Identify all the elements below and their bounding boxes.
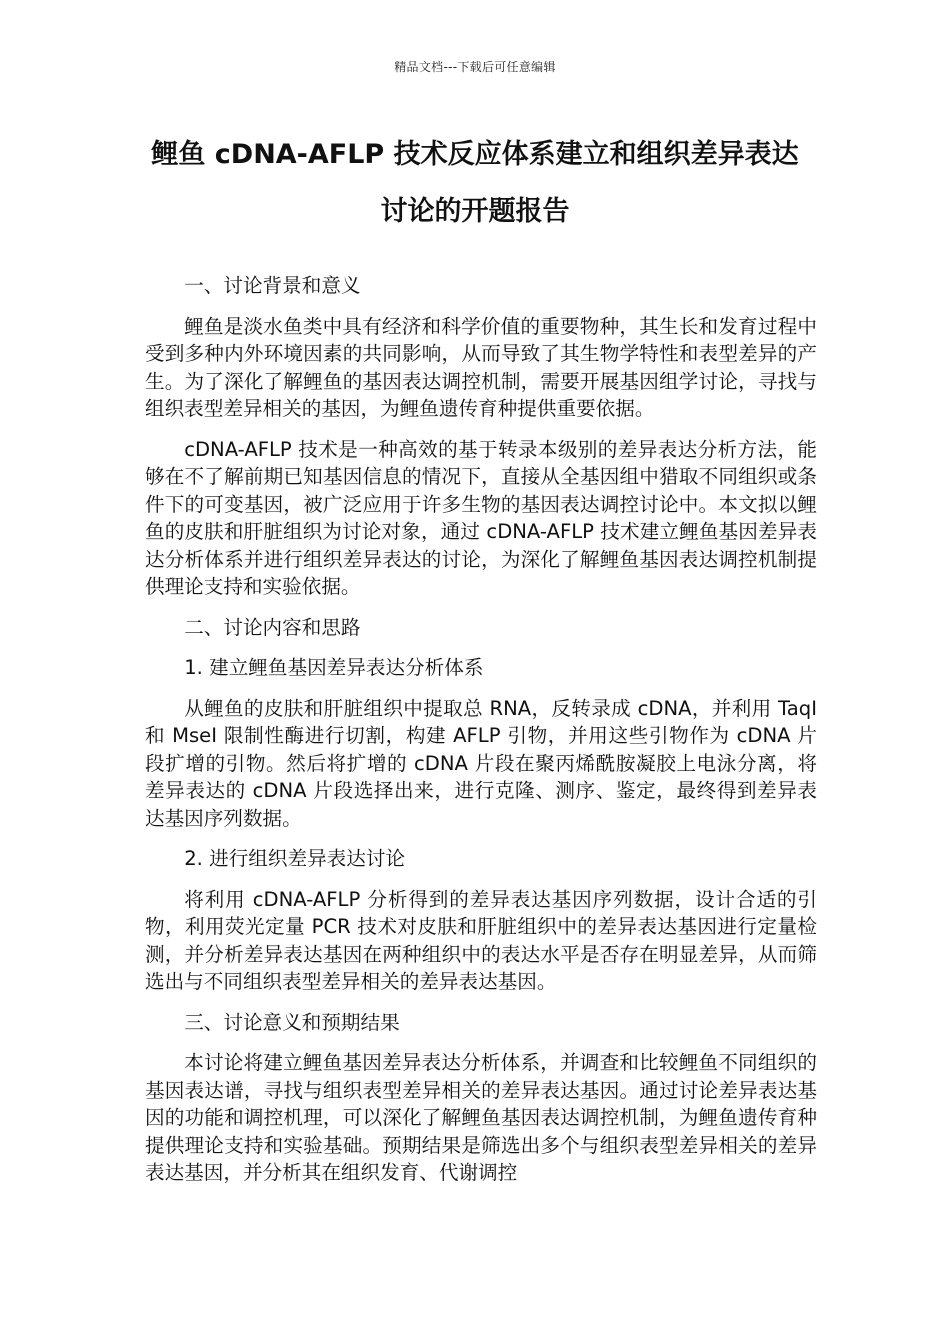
subheading-tissue-expression: 2. 进行组织差异表达讨论 [184,847,406,870]
paragraph-tissue-expression: 将利用 cDNA-AFLP 分析得到的差异表达基因序列数据，设计合适的引物，利用荧光定量 PCR 技术对皮肤和肝脏组织中的差异表达基因进行定量检测，并分析差异表达基因在两种组织中的表达水平是否存在明显差异，从而筛选出与不同组织表型差异相关的差异表达基因。 [145,887,817,993]
document-title-line-2: 讨论的开题报告 [380,196,570,227]
paragraph-analysis-system: 从鲤鱼的皮肤和肝脏组织中提取总 RNA，反转录成 cDNA，并利用 TaqI 和 MseI 限制性酶进行切割，构建 AFLP 引物，并用这些引物作为 cDNA 片段扩增的引物。然后将扩增的 cDNA 片段在聚丙烯酰胺凝胶上电泳分离，将差异表达的 cDNA 片段选择出来，进行克隆、测序、鉴定，最终得到差异表达基因序列数据。 [145,696,817,830]
paragraph-significance: 本讨论将建立鲤鱼基因差异表达分析体系，并调查和比较鲤鱼不同组织的基因表达谱，寻找与组织表型差异相关的差异表达基因。通过讨论差异表达基因的功能和调控机理，可以深化了解鲤鱼基因表达调控机制，为鲤鱼遗传育种提供理论支持和实验基础。预期结果是筛选出多个与组织表型差异相关的差异表达基因，并分析其在组织发育、代谢调控 [145,1051,817,1184]
document-body [145,272,817,1200]
section-heading-significance: 三、讨论意义和预期结果 [184,1010,400,1034]
section-heading-content: 二、讨论内容和思路 [184,615,361,639]
header-note: 精品文档---下载后可任意编辑 [394,60,556,74]
paragraph-background-2: cDNA-AFLP 技术是一种高效的基于转录本级别的差异表达分析方法，能够在不了解前期已知基因信息的情况下，直接从全基因组中猎取不同组织或条件下的可变基因，被广泛应用于许多生物的基因表达调控讨论中。本文拟以鲤鱼的皮肤和肝脏组织为讨论对象，通过 cDNA-AFLP 技术建立鲤鱼基因差异表达分析体系并进行组织差异表达的讨论，为深化了解鲤鱼基因表达调控机制提供理论支持和实验依据。 [145,437,817,598]
paragraph-background-1: 鲤鱼是淡水鱼类中具有经济和科学价值的重要物种，其生长和发育过程中受到多种内外环境因素的共同影响，从而导致了其生物学特性和表型差异的产生。为了深化了解鲤鱼的基因表达调控机制，需要开展基因组学讨论，寻找与组织表型差异相关的基因，为鲤鱼遗传育种提供重要依据。 [145,314,817,420]
subheading-analysis-system: 1. 建立鲤鱼基因差异表达分析体系 [184,656,484,679]
section-heading-background: 一、讨论背景和意义 [184,274,361,297]
document-title-line-1: 鲤鱼 cDNA-AFLP 技术反应体系建立和组织差异表达 [151,139,799,170]
